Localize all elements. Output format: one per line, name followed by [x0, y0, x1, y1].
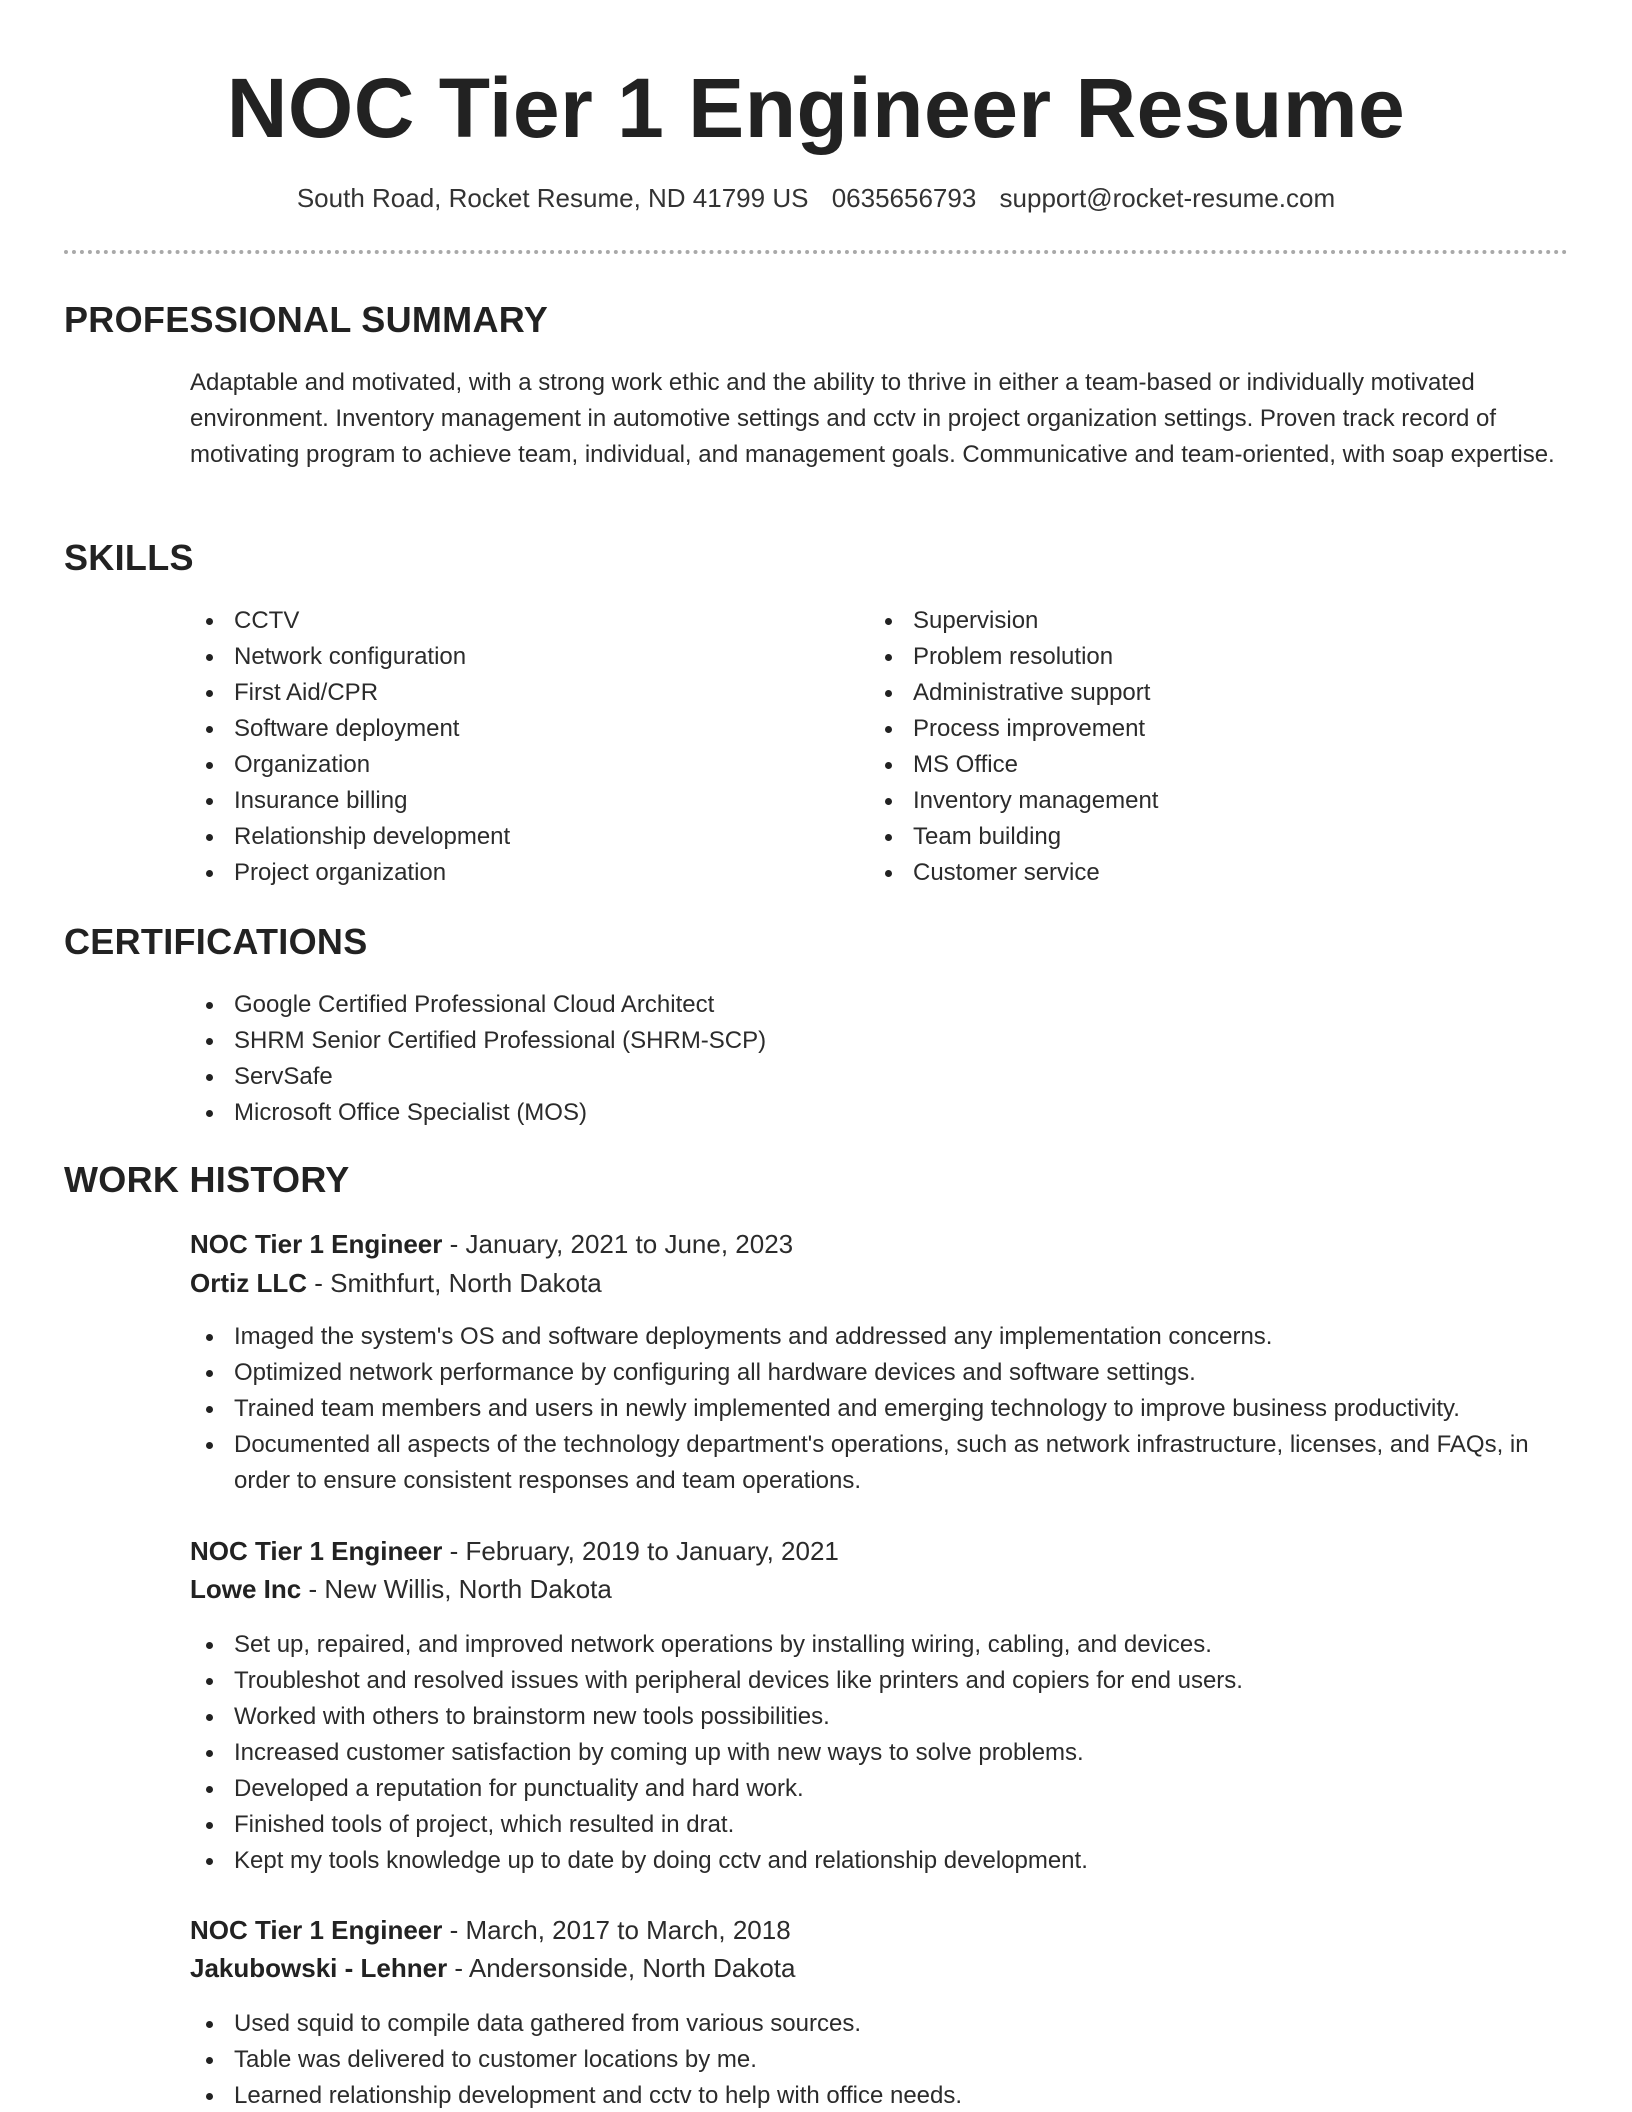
job-duties-list: [190, 1319, 1570, 1499]
job-duty-item: Finished tools of project, which resulted in drat.: [190, 1807, 1570, 1843]
skill-item: CCTV: [190, 603, 830, 639]
job-title-line: [190, 1532, 839, 1570]
job-title-line: [190, 1225, 793, 1263]
skill-item: Organization: [190, 747, 830, 783]
skill-item: Project organization: [190, 855, 830, 891]
skill-item: Relationship development: [190, 819, 830, 855]
skill-item: Administrative support: [869, 675, 1509, 711]
job-company: Ortiz LLC: [190, 1268, 307, 1298]
skill-item: Customer service: [869, 855, 1509, 891]
certifications-heading: CERTIFICATIONS: [64, 921, 368, 962]
job-company-line: [190, 1570, 612, 1608]
skill-item: Software deployment: [190, 711, 830, 747]
certification-item: Microsoft Office Specialist (MOS): [190, 1095, 1490, 1131]
skill-item: Team building: [869, 819, 1509, 855]
job-company: Jakubowski - Lehner: [190, 1953, 448, 1983]
skill-item: MS Office: [869, 747, 1509, 783]
job-duty-item: Kept my tools knowledge up to date by doing cctv and relationship development.: [190, 1843, 1570, 1879]
skill-item: Insurance billing: [190, 783, 830, 819]
job-duty-item: Developed a reputation for punctuality and hard work.: [190, 1771, 1570, 1807]
job-dates: - February, 2019 to January, 2021: [442, 1536, 839, 1566]
summary-heading: PROFESSIONAL SUMMARY: [64, 299, 549, 340]
skills-heading: SKILLS: [64, 537, 194, 578]
skill-item: Supervision: [869, 603, 1509, 639]
skill-item: Problem resolution: [869, 639, 1509, 675]
contact-phone: 0635656793: [831, 183, 977, 213]
job-duty-item: Optimized network performance by configuring all hardware devices and software settings.: [190, 1355, 1570, 1391]
skill-item: Process improvement: [869, 711, 1509, 747]
job-duty-item: Troubleshot and resolved issues with peripheral devices like printers and copiers for end users.: [190, 1663, 1570, 1699]
certification-item: SHRM Senior Certified Professional (SHRM-SCP): [190, 1023, 1490, 1059]
skill-item: First Aid/CPR: [190, 675, 830, 711]
job-duty-item: Imaged the system's OS and software deployments and addressed any implementation concerns.: [190, 1319, 1570, 1355]
summary-text: Adaptable and motivated, with a strong work ethic and the ability to thrive in either a team-based or individually motivated environment. Inventory management in automotive settings and cctv in project organization settings. Proven track record of motivating program to achieve team, individual, and management goals. Communicative and team-oriented, with soap expertise.: [190, 369, 1555, 468]
certifications-list: [190, 987, 1490, 1131]
job-title-line: [190, 1911, 791, 1949]
job-location: - Andersonside, North Dakota: [447, 1953, 796, 1983]
job-duty-item: Increased customer satisfaction by coming up with new ways to solve problems.: [190, 1735, 1570, 1771]
job-duties-list: [190, 2006, 1570, 2112]
job-company: Lowe Inc: [190, 1574, 302, 1604]
job-duty-item: Set up, repaired, and improved network operations by installing wiring, cabling, and devices.: [190, 1627, 1570, 1663]
job-duty-item: Table was delivered to customer locations by me.: [190, 2042, 1570, 2078]
skills-list-right: [869, 603, 1509, 891]
job-dates: - March, 2017 to March, 2018: [442, 1915, 791, 1945]
certification-item: Google Certified Professional Cloud Architect: [190, 987, 1490, 1023]
job-location: - Smithfurt, North Dakota: [307, 1268, 602, 1298]
contact-line: [0, 180, 1632, 216]
job-dates: - January, 2021 to June, 2023: [442, 1229, 794, 1259]
contact-address: South Road, Rocket Resume, ND 41799 US: [296, 183, 809, 213]
contact-email: support@rocket-resume.com: [999, 183, 1336, 213]
work-history-heading: WORK HISTORY: [64, 1159, 350, 1200]
job-company-line: [190, 1264, 602, 1302]
header-divider: [64, 250, 1568, 254]
job-duty-item: Learned relationship development and cctv to help with office needs.: [190, 2078, 1570, 2112]
skill-item: Network configuration: [190, 639, 830, 675]
skills-list-left: [190, 603, 830, 891]
job-duties-list: [190, 1627, 1570, 1879]
job-role: NOC Tier 1 Engineer: [190, 1536, 443, 1566]
job-duty-item: Documented all aspects of the technology department's operations, such as network infrastructure, licenses, and FAQs, in order to ensure consistent responses and team operations.: [190, 1427, 1570, 1499]
job-role: NOC Tier 1 Engineer: [190, 1915, 443, 1945]
resume-title: NOC Tier 1 Engineer Resume: [226, 61, 1406, 155]
job-location: - New Willis, North Dakota: [301, 1574, 612, 1604]
job-duty-item: Worked with others to brainstorm new tools possibilities.: [190, 1699, 1570, 1735]
job-duty-item: Trained team members and users in newly implemented and emerging technology to improve business productivity.: [190, 1391, 1570, 1427]
skill-item: Inventory management: [869, 783, 1509, 819]
job-duty-item: Used squid to compile data gathered from various sources.: [190, 2006, 1570, 2042]
job-role: NOC Tier 1 Engineer: [190, 1229, 443, 1259]
job-company-line: [190, 1949, 795, 1987]
certification-item: ServSafe: [190, 1059, 1490, 1095]
